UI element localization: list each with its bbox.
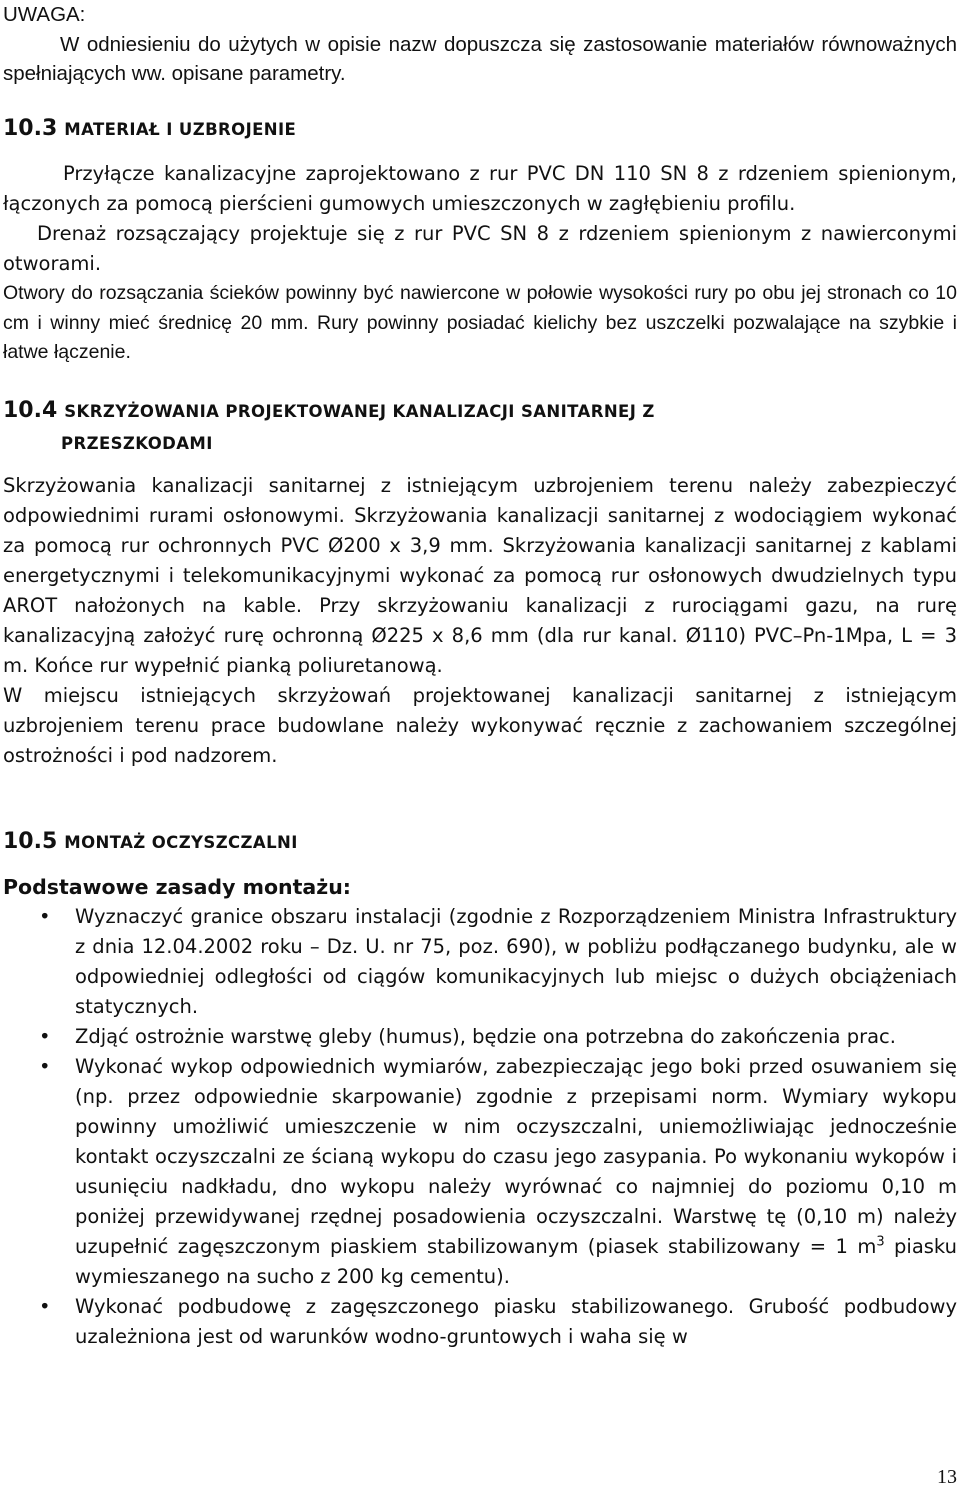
section-number: 10.4 — [3, 398, 58, 423]
section-10-4-heading-cont — [3, 427, 957, 459]
bullet-icon: • — [39, 1055, 51, 1078]
section-10-3 — [3, 113, 957, 368]
list-item — [3, 1022, 957, 1052]
warning-title: UWAGA: — [3, 3, 86, 26]
section-10-4-heading — [3, 395, 957, 427]
section-10-5 — [3, 826, 957, 1352]
section-title: MONTAŻ OCZYSZCZALNI — [64, 833, 298, 852]
bullet-icon: • — [39, 905, 51, 928]
document-page — [3, 0, 957, 1499]
paragraph: W miejscu istniejących skrzyżowań projektowanej kanalizacji sanitarnej z istniejącym uzbrojeniem terenu prace budowlane należy wykonywać ręcznie z zachowaniem szczególnej ostrożności i pod nadzorem. — [3, 684, 957, 767]
section-10-3-heading — [3, 113, 957, 145]
list-item-text: Wykonać wykop odpowiednich wymiarów, zabezpieczając jego boki przed osuwaniem się (np. przez odpowiednie skarpowanie) zgodnie z przepisami norm. Wymiary wykopu powinny umożliwić umieszczenie w nim oczyszczalni, uniemożliwiając jednocześnie kontakt oczyszczalni ze ścianą wykopu do czasu jego zasypania. Po wykonaniu wykopów i usunięciu nadkładu, dno wykopu należy wyrównać co najmniej do poziomu 0,10 m poniżej przewidywanej rzędnej posadowienia oczyszczalni. Warstwę tę (0,10 m) należy uzupełnić zagęszczonym piaskiem stabilizowanym (piasek stabilizowany = 1 m — [75, 1055, 957, 1258]
list-item-text: Wyznaczyć granice obszaru instalacji (zgodnie z Rozporządzeniem Ministra Infrastruktury z dnia 12.04.2002 roku – Dz. U. nr 75, poz. 690), w pobliżu podłączanego budynku, ale w odpowiedniej odległości od ciągów komunikacyjnych lub miejsc o dużych obciążeniach statycznych. — [75, 905, 957, 1018]
section-10-5-heading — [3, 826, 957, 858]
list-item-text-tail: piasku wymieszanego na sucho z 200 kg cementu). — [75, 1235, 957, 1288]
paragraph: Skrzyżowania kanalizacji sanitarnej z istniejącym uzbrojeniem terenu należy zabezpieczyć odpowiednimi rurami osłonowymi. Skrzyżowania kanalizacji sanitarnej z wodociągiem wykonać za pomocą rur ochronnych PVC Ø200 x 3,9 mm. Skrzyżowania kanalizacji sanitarnej z kablami energetycznymi i telekomunikacyjnymi wykonać za pomocą rur osłonowych dwudzielnych typu AROT nałożonych na kable. Przy skrzyżowaniu kanalizacji z rurociągami gazu, na rurę kanalizacyjną założyć rurę ochronną Ø225 x 8,6 mm (dla rur kanal. Ø110) PVC–Pn-1Mpa, L = 3 m. Końce rur wypełnić pianką poliuretanową. — [3, 474, 957, 677]
superscript: 3 — [876, 1234, 885, 1250]
section-title: MATERIAŁ I UZBROJENIE — [64, 120, 297, 139]
list-item — [3, 1052, 957, 1292]
section-title: SKRZYŻOWANIA PROJEKTOWANEJ KANALIZACJI SANITARNEJ Z — [64, 402, 655, 421]
list-item — [3, 1292, 957, 1352]
subheading: Podstawowe zasady montażu: — [3, 875, 351, 899]
warning-body: W odniesieniu do użytych w opisie nazw dopuszcza się zastosowanie materiałów równoważnych spełniających ww. opisane parametry. — [3, 32, 957, 85]
paragraph: Drenaż rozsączający projektuje się z rur PVC SN 8 z rdzeniem spienionym z nawierconymi otworami. — [3, 222, 957, 275]
list-item-text: Zdjąć ostrożnie warstwę gleby (humus), będzie ona potrzebna do zakończenia prac. — [75, 1025, 896, 1048]
bullet-list — [3, 902, 957, 1352]
section-10-3-body — [3, 159, 957, 279]
page-number: 13 — [937, 1466, 957, 1488]
section-number: 10.3 — [3, 116, 58, 141]
list-item — [3, 902, 957, 1022]
paragraph: Przyłącze kanalizacyjne zaprojektowano z rur PVC DN 110 SN 8 z rdzeniem spienionym, łączonych za pomocą pierścieni gumowych umieszczonych w zagłębieniu profilu. — [3, 162, 957, 215]
section-title-cont: PRZESZKODAMI — [61, 434, 213, 453]
warning-block — [3, 0, 957, 89]
section-10-4-body — [3, 471, 957, 771]
paragraph: Otwory do rozsączania ścieków powinny być nawiercone w połowie wysokości rury po obu jej stronach co 10 cm i winny mieć średnicę 20 mm. Rury powinny posiadać kielichy bez uszczelki pozwalające na szybkie i łatwe łączenie. — [3, 282, 957, 363]
bullet-icon: • — [39, 1295, 51, 1318]
list-item-text: Wykonać podbudowę z zagęszczonego piasku stabilizowanego. Grubość podbudowy uzależniona jest od warunków wodno-gruntowych i waha się w — [75, 1295, 957, 1348]
section-10-4 — [3, 395, 957, 771]
bullet-icon: • — [39, 1025, 51, 1048]
section-number: 10.5 — [3, 829, 58, 854]
